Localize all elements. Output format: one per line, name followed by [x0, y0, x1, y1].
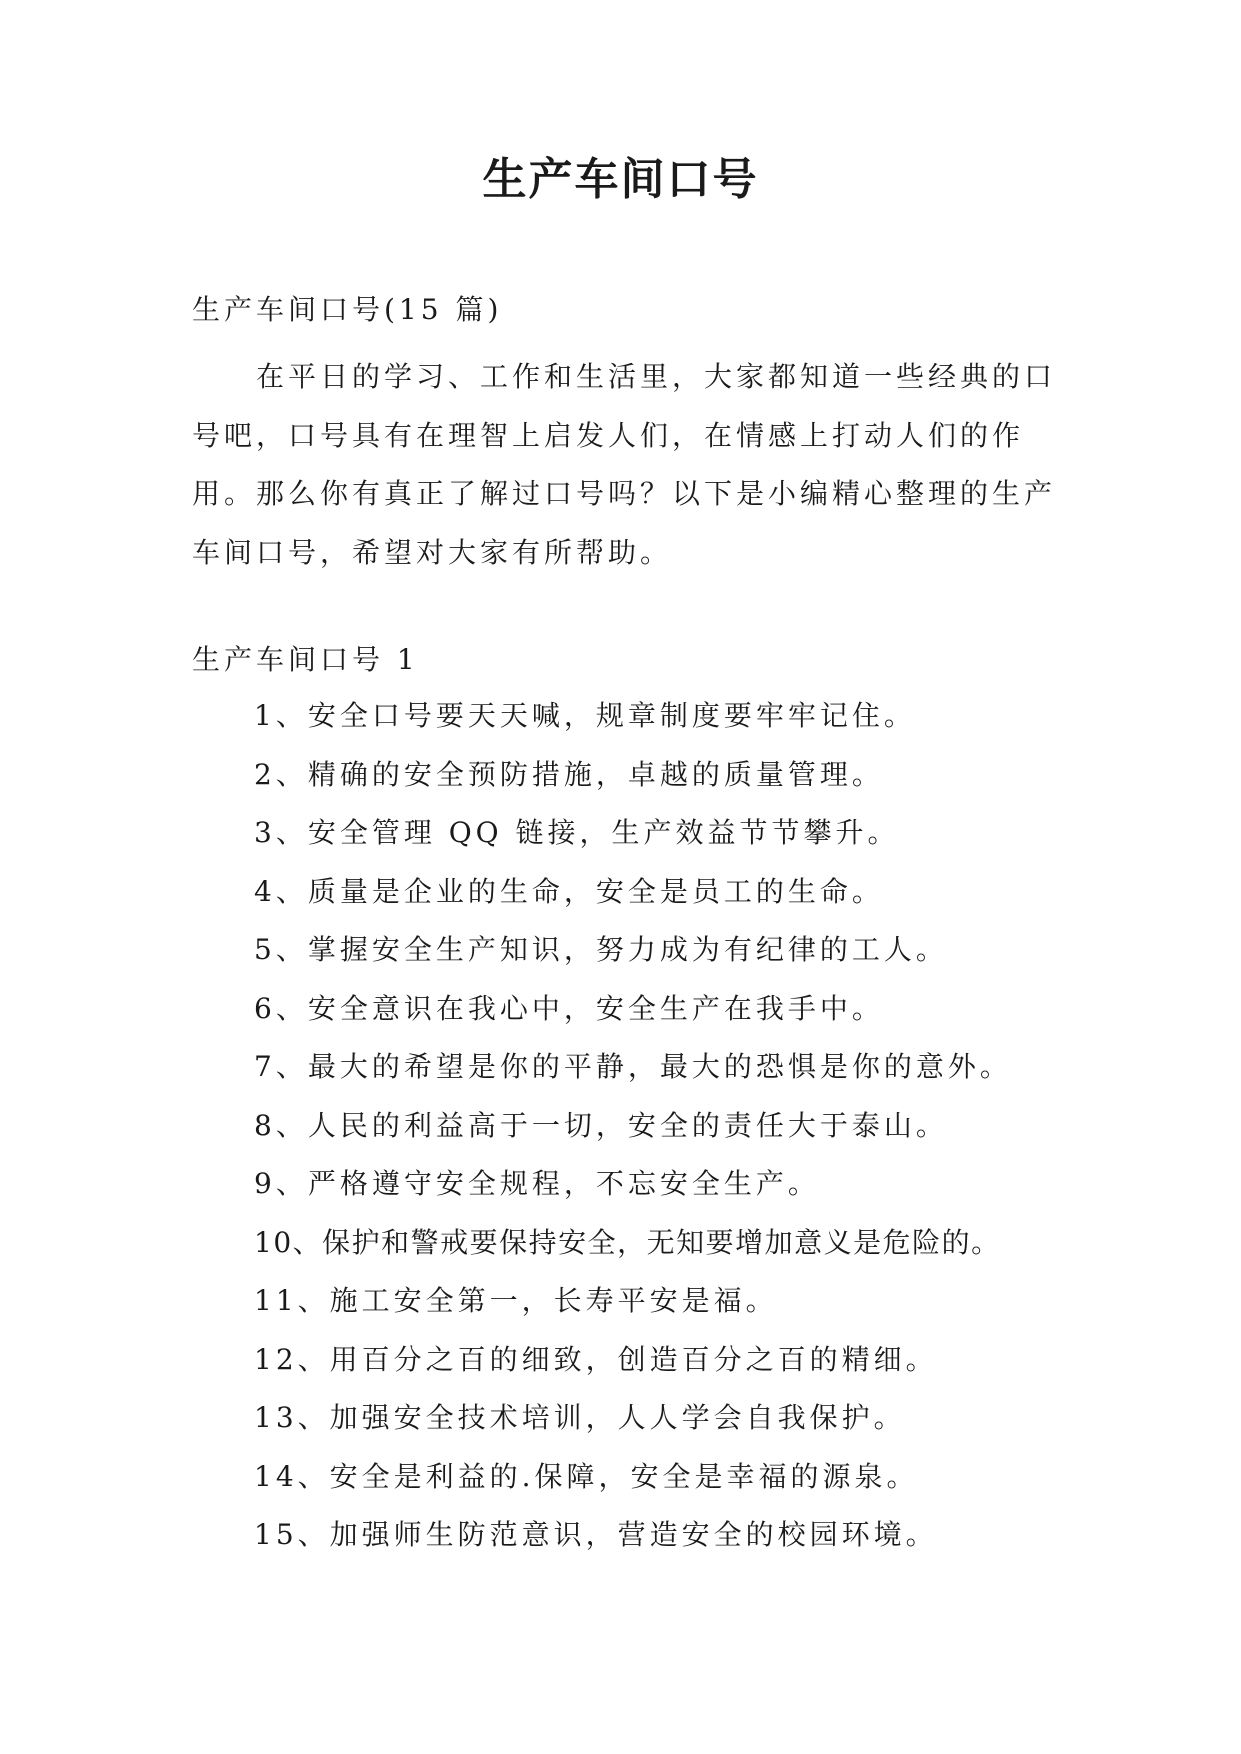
slogan-item: 8、人民的利益高于一切，安全的责任大于泰山。: [254, 1108, 948, 1142]
slogan-item: 6、安全意识在我心中，安全生产在我手中。: [254, 991, 884, 1025]
section-heading: 生产车间口号 1: [192, 643, 419, 676]
slogan-item: 12、用百分之百的细致，创造百分之百的精细。: [254, 1342, 938, 1376]
slogan-item: 3、安全管理 QQ 链接，生产效益节节攀升。: [254, 816, 900, 849]
slogan-item: 9、严格遵守安全规程，不忘安全生产。: [254, 1167, 820, 1200]
slogan-item: 13、加强安全技术培训，人人学会自我保护。: [254, 1401, 906, 1434]
slogan-item: 4、质量是企业的生命，安全是员工的生命。: [254, 874, 884, 908]
slogan-item: 14、安全是利益的.保障，安全是幸福的源泉。: [254, 1459, 919, 1493]
slogan-item: 5、掌握安全生产知识，努力成为有纪律的工人。: [254, 933, 948, 966]
slogan-item: 7、最大的希望是你的平静，最大的恐惧是你的意外。: [254, 1050, 1012, 1083]
document-title: 生产车间口号: [482, 154, 759, 205]
slogan-item: 11、施工安全第一，长寿平安是福。: [254, 1284, 778, 1317]
slogan-item: 2、精确的安全预防措施，卓越的质量管理。: [254, 757, 884, 791]
slogan-list: [254, 696, 1084, 1574]
intro-paragraph: 在平日的学习、工作和生活里，大家都知道一些经典的口号吧，口号具有在理智上启发人们，在情感上打动人们的作用。那么你有真正了解过口号吗？以下是小编精心整理的生产车间口号，希望对大家有所帮助。: [192, 360, 1057, 569]
slogan-item: 15、加强师生防范意识，营造安全的校园环境。: [254, 1518, 938, 1551]
document-subtitle: 生产车间口号(15 篇): [192, 293, 503, 326]
slogan-item: 1、安全口号要天天喊，规章制度要牢牢记住。: [254, 699, 916, 732]
slogan-item: 10、保护和警戒要保持安全，无知要增加意义是危险的。: [254, 1225, 1001, 1259]
